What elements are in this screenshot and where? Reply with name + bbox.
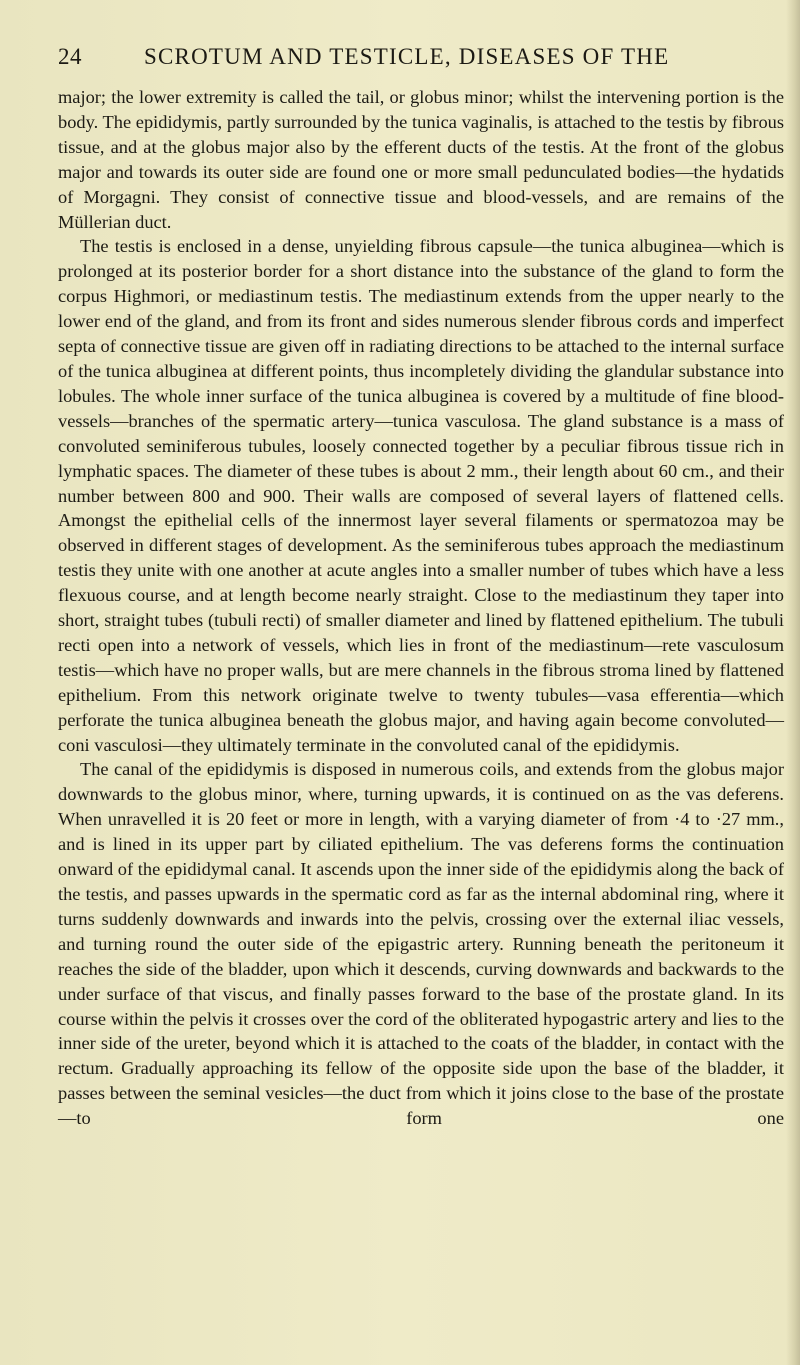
page-number: 24 [58,44,82,69]
running-head: SCROTUM AND TESTICLE, DISEASES OF THE [144,44,670,69]
page-header [58,44,776,76]
paragraph-vas-deferens: The canal of the epididymis is disposed in numerous coils, and extends from the globus major downwards to the globus minor, where, turning upwards, it is continued on as the vas deferens. When unravelled it is 20 feet or more in length, with a varying diameter of from ·4 to ·27 mm., and is lined in its upper part by ciliated epithelium. The vas deferens forms the continuation onward of the epididymal canal. It ascends upon the inner side of the epididymis along the back of the testis, and passes upwards in the spermatic cord as far as the internal abdominal ring, where it turns suddenly downwards and inwards into the pelvis, crossing over the external iliac vessels, and turning round the outer side of the epigastric artery. Running beneath the peritoneum it reaches the side of the bladder, upon which it descends, curving downwards and backwards to the under surface of that viscus, and finally passes forward to the base of the prostate gland. In its course within the pelvis it crosses over the cord of the obliterated hypogastric artery and lies to the inner side of the ureter, beyond which it is attached to the coats of the bladder, in contact with the rectum. Gradually approaching its fellow of the opposite side upon the base of the bladder, it passes between the seminal vesicles—the duct from which it joins close to the base of the prostate—to form one [58,759,784,1129]
paragraph-epididymis: major; the lower extremity is called the tail, or globus minor; whilst the intervening portion is the body. The epididymis, partly surrounded by the tunica vaginalis, is attached to the testis by fibrous tissue, and at the globus major also by the efferent ducts of the testis. At the front of the globus major and towards its outer side are found one or more small pedunculated bodies—the hydatids of Morgagni. They consist of connective tissue and blood-vessels, and are remains of the Müllerian duct. [58,87,784,232]
body-text [58,85,784,1131]
paragraph-testis-structure: The testis is enclosed in a dense, unyielding fibrous capsule—the tunica albuginea—which is prolonged at its posterior border for a short distance into the substance of the gland to form the corpus Highmori, or mediastinum testis. The mediastinum extends from the upper nearly to the lower end of the gland, and from its front and sides numerous slender fibrous cords and imperfect septa of connective tissue are given off in radiating directions to be attached to the internal surface of the tunica albuginea at different points, thus incompletely dividing the glandular substance into lobules. The whole inner surface of the tunica albuginea is covered by a multitude of fine blood-vessels—branches of the spermatic artery—tunica vasculosa. The gland substance is a mass of convoluted seminiferous tubules, loosely connected together by a peculiar fibrous tissue rich in lymphatic spaces. The diameter of these tubes is about 2 mm., their length about 60 cm., and their number between 800 and 900. Their walls are composed of several layers of flattened cells. Amongst the epithelial cells of the innermost layer several filaments or spermatozoa may be observed in different stages of development. As the seminiferous tubes approach the mediastinum testis they unite with one another at acute angles into a smaller number of tubes which have a less flexuous course, and at length become nearly straight. Close to the mediastinum they taper into short, straight tubes (tubuli recti) of smaller diameter and lined by flattened epithelium. The tubuli recti open into a network of vessels, which lies in front of the mediastinum—rete vasculosum testis—which have no proper walls, but are mere channels in the fibrous stroma lined by flattened epithelium. From this network originate twelve to twenty tubules—vasa efferentia—which perforate the tunica albuginea beneath the globus major, and having again become convoluted—coni vasculosi—they ultimately terminate in the convoluted canal of the epididymis. [58,236,784,755]
page-edge-shadow [786,0,800,1365]
